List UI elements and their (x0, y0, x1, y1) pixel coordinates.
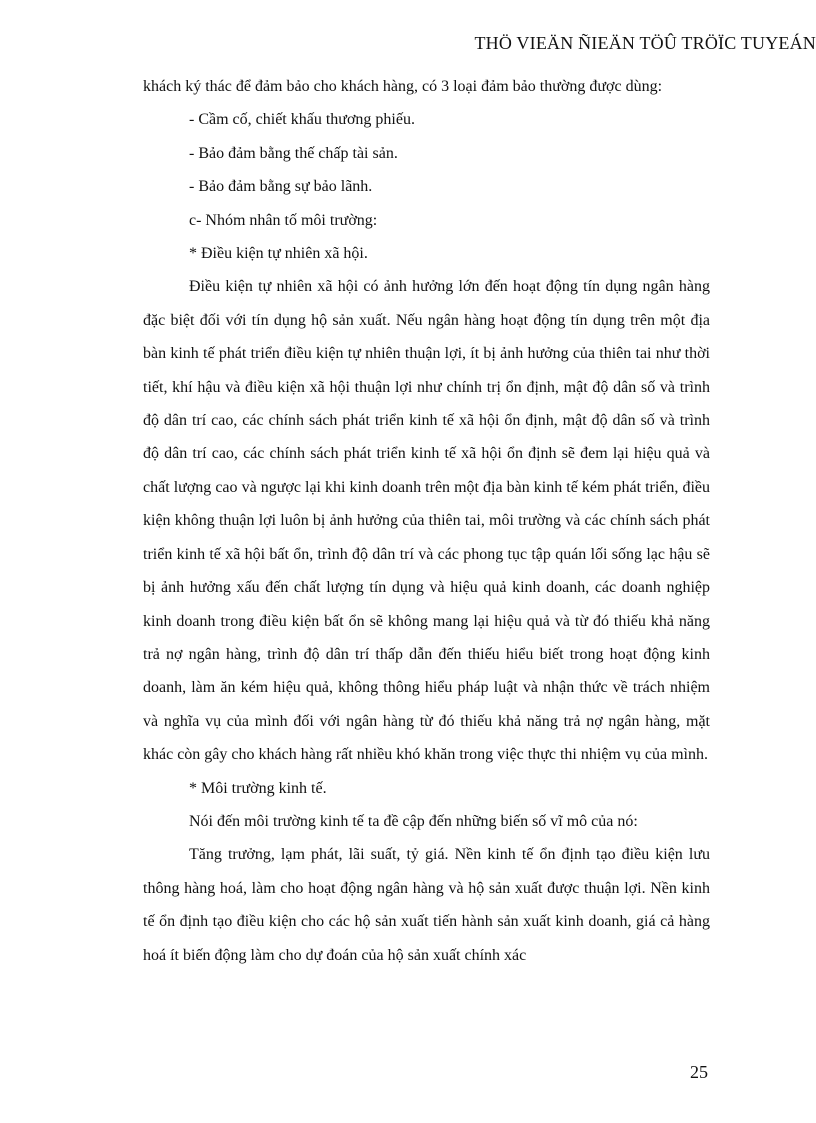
running-header: THÖ VIEÄN ÑIEÄN TÖÛ TRÖÏC TUYEÁN (474, 33, 816, 53)
bullet-item-mortgage: - Bảo đảm bằng thế chấp tài sản. (189, 144, 398, 162)
subheading-natural-social: * Điều kiện tự nhiên xã hội. (189, 245, 368, 263)
page-number: 25 (690, 1062, 708, 1082)
subheading-economic-environment: * Môi trường kinh tế. (189, 779, 327, 797)
bullet-item-guarantee: - Bảo đảm bằng sự bảo lãnh. (189, 178, 373, 196)
paragraph: Điều kiện tự nhiên xã hội có ảnh hưởng lớn đến hoạt động tín dụng ngân hàng đặc biệt đối với tín dụng hộ sản xuất. Nếu ngân hàng hoạt động tín dụng trên một địa bàn kinh tế phát triển điều kiện tự nhiên thuận lợi, ít bị ảnh hưởng của thiên tai như thời tiết, khí hậu và điều kiện xã hội thuận lợi như chính trị ổn định, mật độ dân số và trình độ dân trí cao, các chính sách phát triển kinh tế xã hội ổn định, mật độ dân số và trình độ dân trí cao, các chính sách phát triển kinh tế xã hội ổn định sẽ đem lại hiệu quả và chất lượng cao và ngược lại khi kinh doanh trên một địa bàn kinh tế kém phát triển, điều kiện không thuận lợi luôn bị ảnh hưởng của thiên tai, môi trường và các chính sách phát triển kinh tế xã hội bất ổn, trình độ dân trí và các phong tục tập quán lối sống lạc hậu sẽ bị ảnh hưởng xấu đến chất lượng tín dụng và hiệu quả kinh doanh, các doanh nghiệp kinh doanh trong điều kiện bất ổn sẽ không mang lại hiệu quả và từ đó thiếu khả năng trả nợ ngân hàng, trình độ dân trí thấp dẫn đến thiếu hiểu biết trong hoạt động kinh doanh, làm ăn kém hiệu quả, không thông hiểu pháp luật và nhận thức về trách nhiệm và nghĩa vụ của mình đối với ngân hàng từ đó thiếu khả năng trả nợ ngân hàng, mặt khác còn gây cho khách hàng rất nhiều khó khăn trong việc thực thi nhiệm vụ của mình. (143, 278, 710, 764)
document-body (143, 70, 710, 972)
paragraph: Nói đến môi trường kinh tế ta đề cập đến những biến số vĩ mô của nó: (189, 812, 638, 830)
paragraph: khách ký thác để đảm bảo cho khách hàng, có 3 loại đảm bảo thường được dùng: (143, 78, 663, 95)
bullet-item-pledge: - Cầm cố, chiết khấu thương phiếu. (189, 111, 415, 129)
section-heading-environment: c- Nhóm nhân tố môi trường: (189, 211, 378, 229)
paragraph: Tăng trưởng, lạm phát, lãi suất, tỷ giá. Nền kinh tế ổn định tạo điều kiện lưu thông hàng hoá, làm cho hoạt động ngân hàng và hộ sản xuất được thuận lợi. Nền kinh tế ổn định tạo điều kiện cho các hộ sản xuất tiến hành sản xuất kinh doanh, giá cả hàng hoá ít biến động làm cho dự đoán của hộ sản xuất chính xác (143, 846, 710, 964)
